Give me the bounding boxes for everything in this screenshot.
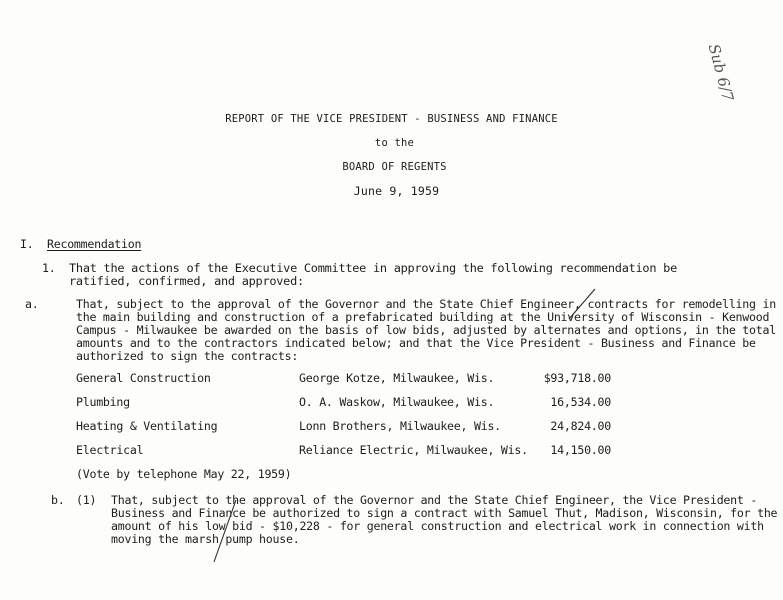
- item-b-letter: b.: [51, 493, 65, 507]
- item-a-letter: a.: [25, 297, 39, 311]
- report-date: June 9, 1959: [353, 184, 440, 198]
- contract-amount: 24,824.00: [550, 419, 611, 433]
- contract-amount: 16,534.00: [550, 395, 611, 409]
- contract-contractor: Reliance Electric, Milwaukee, Wis.: [299, 443, 528, 457]
- item-b-subnumber: (1): [76, 493, 97, 507]
- contract-work: General Construction: [76, 371, 211, 385]
- handwritten-margin-note: Sub 6/7: [704, 42, 738, 104]
- item-1-number: 1.: [42, 261, 56, 275]
- report-to: to the: [374, 137, 415, 149]
- report-title: REPORT OF THE VICE PRESIDENT - BUSINESS AND FINANCE: [225, 113, 558, 125]
- item-b-line-3: amount of his low bid - $10,228 - for general construction and electrical work in connection with: [111, 519, 764, 533]
- contract-work: Electrical: [76, 443, 144, 457]
- contract-work: Heating & Ventilating: [76, 419, 218, 433]
- contract-amount: 14,150.00: [550, 443, 611, 457]
- item-a-line-4: amounts and to the contractors indicated below; and that the Vice President - Business and Finance be: [76, 336, 756, 350]
- contract-contractor: O. A. Waskow, Milwaukee, Wis.: [299, 395, 495, 409]
- item-a-line-2: the main building and construction of a prefabricated building at the University of Wisconsin - Kenwood: [76, 310, 770, 324]
- contract-contractor: George Kotze, Milwaukee, Wis.: [299, 371, 495, 385]
- item-b-line-4: moving the marsh pump house.: [111, 532, 300, 546]
- contract-work: Plumbing: [76, 395, 130, 409]
- strike-stroke: [210, 496, 240, 566]
- item-b-line-2: Business and Finance be authorized to sign a contract with Samuel Thut, Madison, Wisconsin, for the: [111, 506, 778, 520]
- item-1-line-1: That the actions of the Executive Committee in approving the following recommendation be: [69, 261, 677, 275]
- check-mark-stroke: [565, 285, 605, 325]
- section-number: I.: [20, 237, 34, 251]
- vote-note: (Vote by telephone May 22, 1959): [76, 467, 292, 481]
- item-b-line-1: That, subject to the approval of the Governor and the State Chief Engineer, the Vice President -: [111, 493, 758, 507]
- item-a-line-3: Campus - Milwaukee be awarded on the basis of low bids, adjusted by alternates and options, in the total: [76, 323, 776, 337]
- section-heading: Recommendation: [47, 237, 142, 251]
- contract-contractor: Lonn Brothers, Milwaukee, Wis.: [299, 419, 501, 433]
- item-1-line-2: ratified, confirmed, and approved:: [69, 274, 304, 288]
- report-recipient: BOARD OF REGENTS: [342, 161, 447, 173]
- item-a-line-1: That, subject to the approval of the Governor and the State Chief Engineer, contracts for remodelling in: [76, 297, 776, 311]
- contract-amount: $93,718.00: [543, 371, 611, 385]
- item-a-line-5: authorized to sign the contracts:: [76, 349, 299, 363]
